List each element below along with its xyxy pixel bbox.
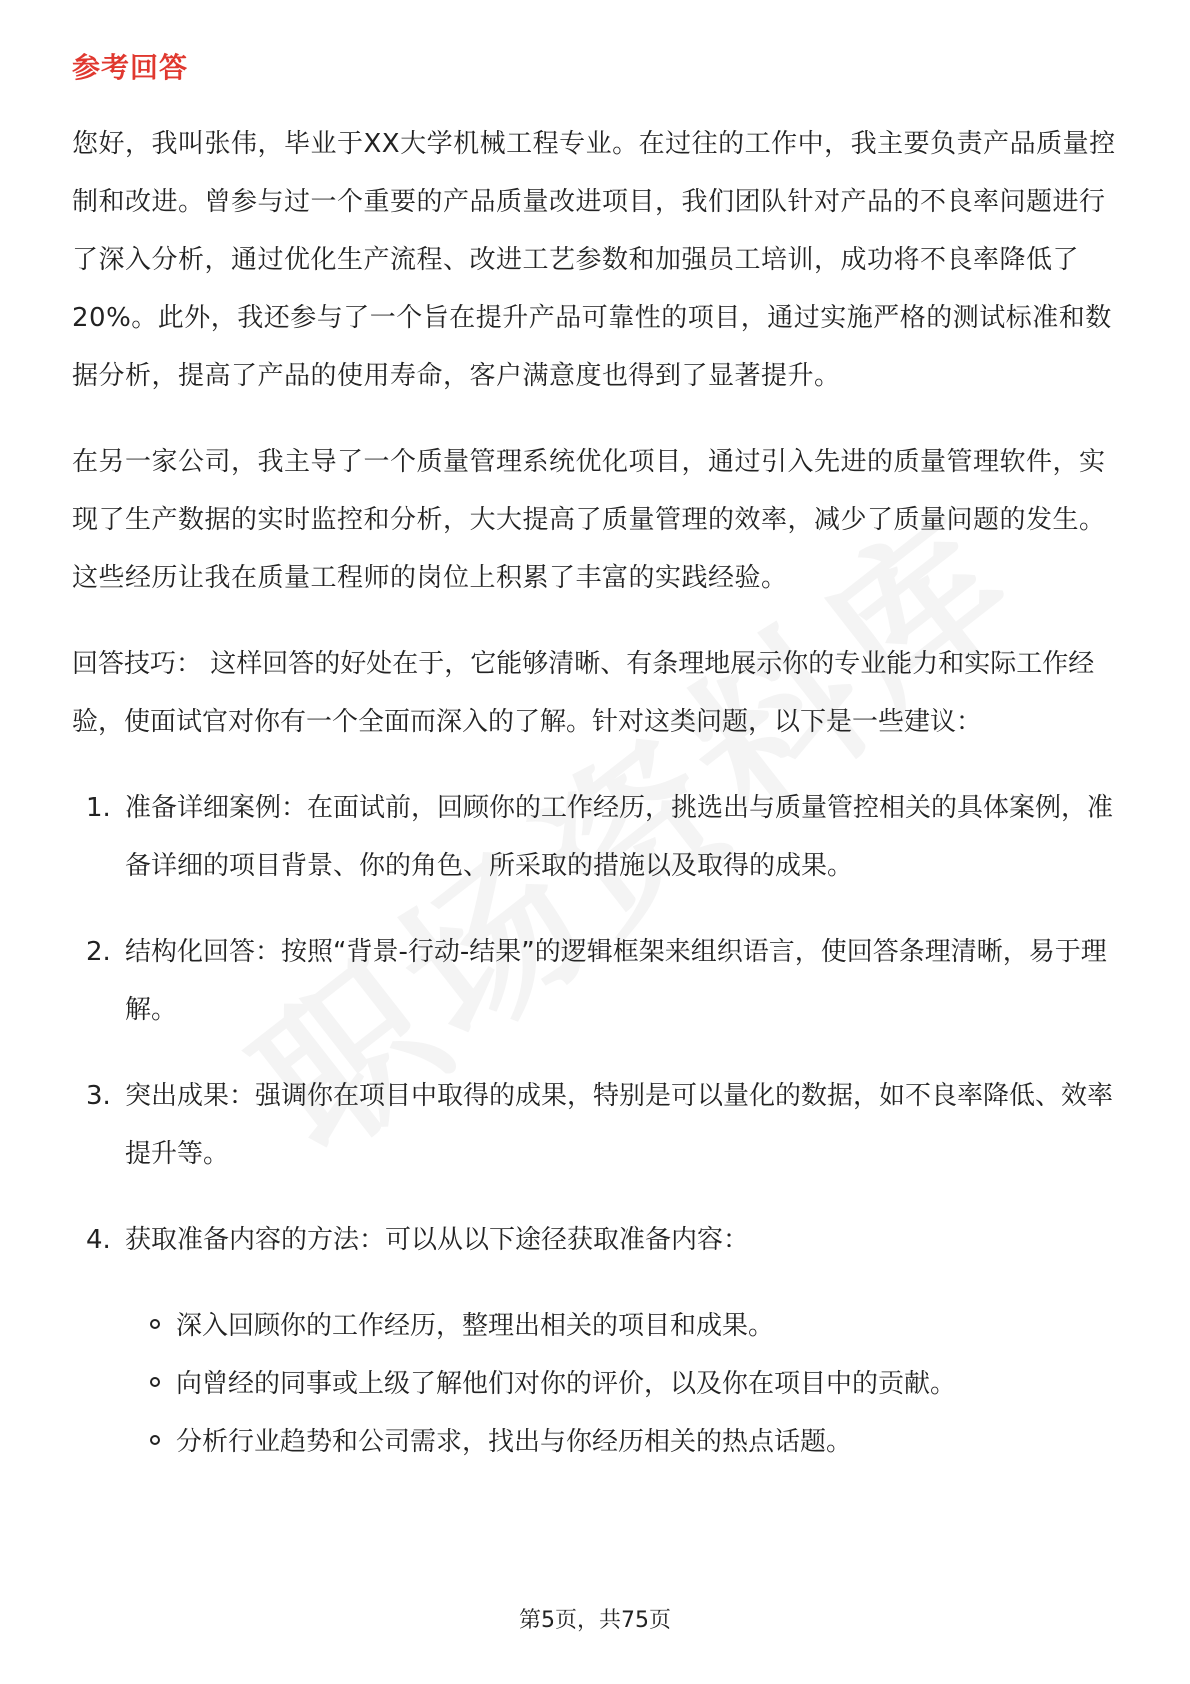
list-item: [72, 923, 1122, 1039]
list-item-text: 获取准备内容的方法：可以从以下途径获取准备内容：: [125, 1225, 750, 1255]
list-number: 2.: [86, 937, 111, 967]
list-item-text: 结构化回答：按照“背景-行动-结果”的逻辑框架来组织语言，使回答条理清晰，易于理解。: [125, 937, 1107, 1025]
section-heading: 参考回答: [72, 51, 189, 84]
sub-list-item: [72, 1297, 1122, 1355]
sub-list-item: [72, 1413, 1122, 1471]
list-item-text: 突出成果：强调你在项目中取得的成果，特别是可以量化的数据，如不良率降低、效率提升等。: [125, 1081, 1114, 1169]
list-item: [72, 1211, 1122, 1471]
circle-bullet-icon: [150, 1377, 160, 1387]
circle-bullet-icon: [150, 1435, 160, 1445]
sub-list-item-text: 深入回顾你的工作经历，整理出相关的项目和成果。: [176, 1311, 775, 1341]
paragraph-1: 您好，我叫张伟，毕业于XX大学机械工程专业。在过往的工作中，我主要负责产品质量控制和改进。曾参与过一个重要的产品质量改进项目，我们团队针对产品的不良率问题进行了深入分析，通过优化生产流程、改进工艺参数和加强员工培训，成功将不良率降低了20%。此外，我还参与了一个旨在提升产品可靠性的项目，通过实施严格的测试标准和数据分析，提高了产品的使用寿命，客户满意度也得到了显著提升。: [72, 129, 1116, 391]
answer-content: [72, 115, 1122, 1499]
list-number: 4.: [86, 1225, 111, 1255]
sub-list-item-text: 向曾经的同事或上级了解他们对你的评价，以及你在项目中的贡献。: [176, 1369, 957, 1399]
circle-bullet-icon: [150, 1319, 160, 1329]
sub-list-item-text: 分析行业趋势和公司需求，找出与你经历相关的热点话题。: [176, 1427, 853, 1457]
paragraph-2: 在另一家公司，我主导了一个质量管理系统优化项目，通过引入先进的质量管理软件，实现了生产数据的实时监控和分析，大大提高了质量管理的效率，减少了质量问题的发生。这些经历让我在质量工程师的岗位上积累了丰富的实践经验。: [72, 447, 1106, 593]
answer-tips: 回答技巧： 这样回答的好处在于，它能够清晰、有条理地展示你的专业能力和实际工作经验，使面试官对你有一个全面而深入的了解。针对这类问题，以下是一些建议：: [72, 649, 1095, 737]
list-item: [72, 779, 1122, 895]
sub-list-item: [72, 1355, 1122, 1413]
list-number: 3.: [86, 1081, 111, 1111]
tips-list: [72, 779, 1122, 1471]
page-number: 第5页，共75页: [519, 1608, 671, 1633]
list-item-text: 准备详细案例：在面试前，回顾你的工作经历，挑选出与质量管控相关的具体案例，准备详细的项目背景、你的角色、所采取的措施以及取得的成果。: [125, 793, 1114, 881]
list-number: 1.: [86, 793, 111, 823]
list-item: [72, 1067, 1122, 1183]
sub-list: [72, 1297, 1122, 1471]
